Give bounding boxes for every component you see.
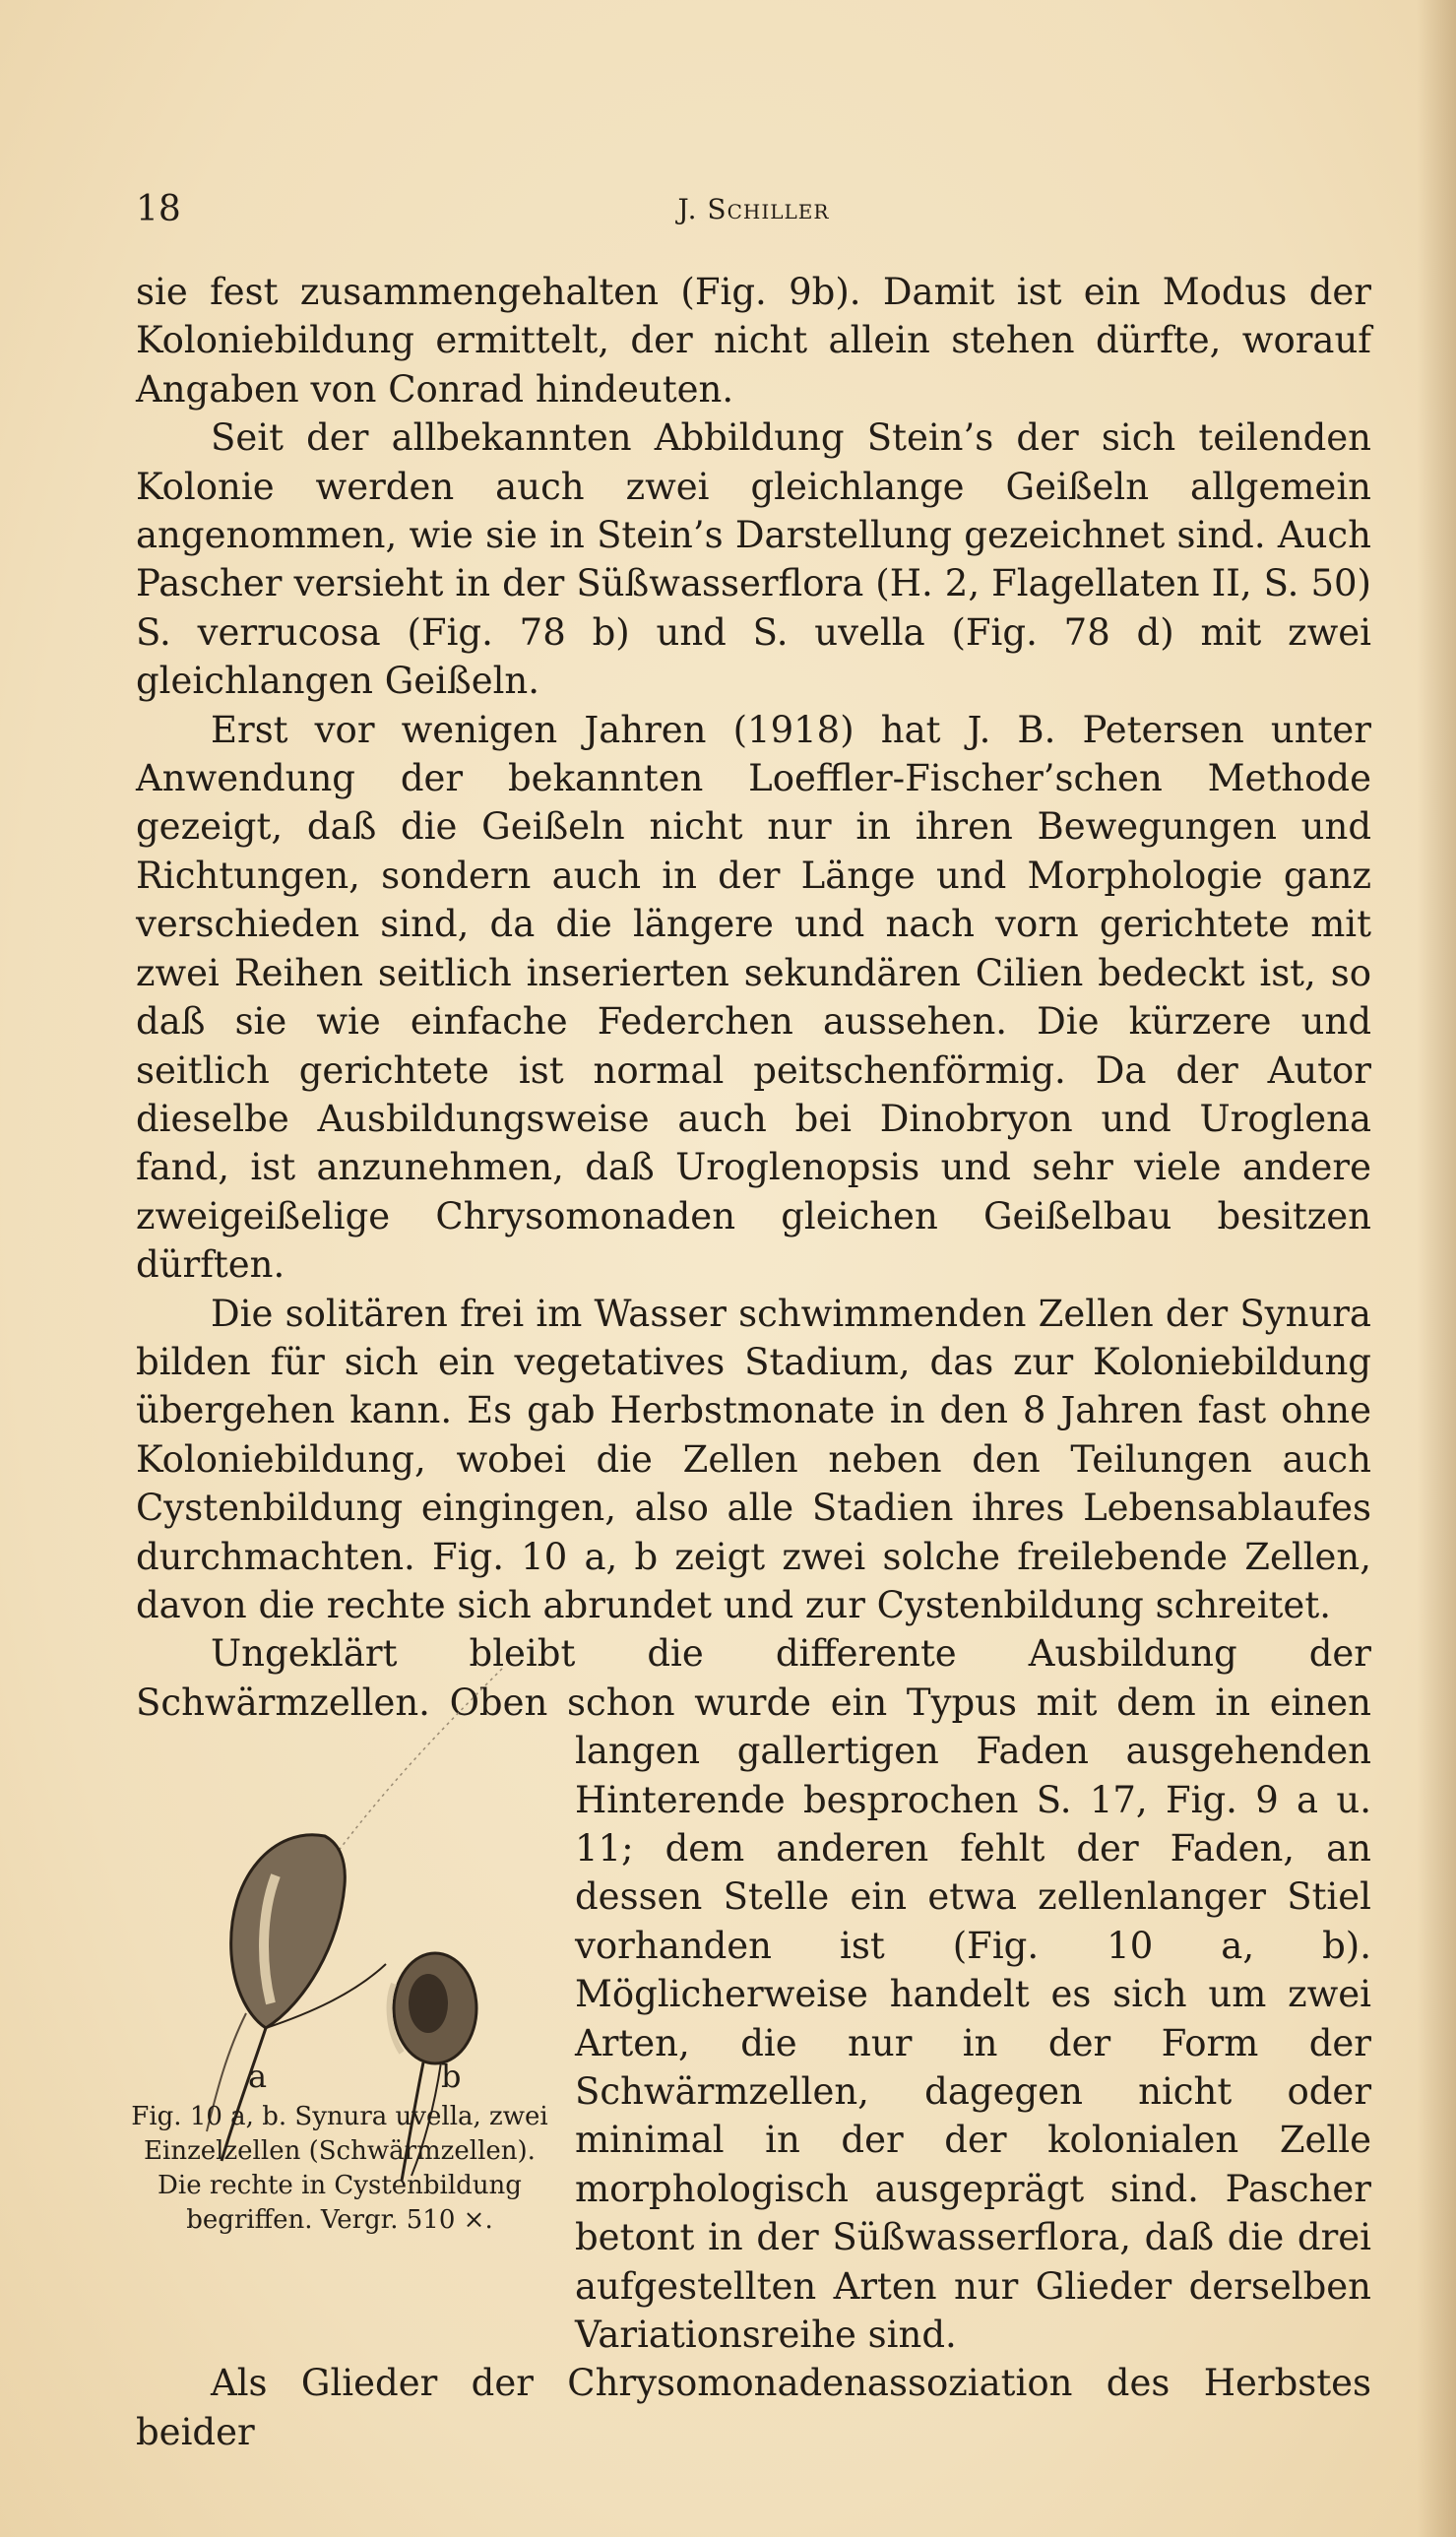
body-text — [131, 268, 1371, 2456]
paragraph-3: Erst vor wenigen Jahren (1918) hat J. B. Petersen unter Anwendung der bekannten Loeffler-Fischer’schen Methode gezeigt, daß die Geißeln nicht nur in ihren Bewegungen und Richtungen, sondern auch in der Länge und Morphologie ganz verschieden sind, da die längere und nach vorn gerichtete mit zwei Reihen seitlich inserierten sekundären Cilien bedeckt ist, so daß sie wie einfache Federchen aussehen. Die kürzere und seitlich gerichtete ist normal peitschenförmig. Da der Autor dieselbe Ausbildungsweise auch bei Dinobryon und Uroglena fand, ist anzunehmen, daß Uroglenopsis und sehr viele andere zweigeißelige Chrysomonaden gleichen Geißelbau besitzen dürften. — [136, 708, 1371, 1287]
figure-10 — [128, 1629, 551, 2358]
page-header — [136, 189, 1371, 232]
paragraph-5: Ungeklärt bleibt die differente Ausbildung der Schwärmzellen. Oben schon wurde ein Typus mit dem in einen langen gallertigen Faden ausgehenden Hinterende besprochen S. 17, Fig. 9 a u. 11; dem anderen fehlt der Faden, an dessen Stelle ein etwa zellenlanger Stiel vorhanden ist (Fig. 10 a, b). Möglicherweise handelt es sich um zwei Arten, die nur in der Form der Schwärmzellen, dagegen nicht oder minimal in der der kolonialen Zelle morphologisch ausgeprägt sind. Pascher betont in der Süßwasserflora, daß die drei aufgestellten Arten nur Glieder derselben Variationsreihe sind. — [136, 1632, 1371, 2357]
page-edge-shadow — [1417, 0, 1456, 2537]
running-head: J. Schiller — [677, 193, 830, 225]
paragraph-1: sie fest zusammengehalten (Fig. 9b). Damit ist ein Modus der Koloniebildung ermittelt, der nicht allein stehen dürfte, worauf Angaben von Conrad hindeuten. — [136, 271, 1371, 411]
figure-label-a: a — [248, 2058, 268, 2096]
figure-label-b: b — [441, 2058, 462, 2096]
paragraph-6: Als Glieder der Chrysomonadenassoziation des Herbstes beider — [136, 2362, 1371, 2453]
paragraph-2: Seit der allbekannten Abbildung Stein’s der sich teilenden Kolonie werden auch zwei gleichlange Geißeln allgemein angenommen, wie sie in Stein’s Darstellung gezeichnet sind. Auch Pascher versieht in der Süßwasserflora (H. 2, Flagellaten II, S. 50) S. verrucosa (Fig. 78 b) und S. uvella (Fig. 78 d) mit zwei gleichlangen Geißeln. — [136, 416, 1371, 703]
page-number: 18 — [136, 189, 181, 229]
paragraph-4: Die solitären frei im Wasser schwimmenden Zellen der Synura bilden für sich ein vegetatives Stadium, das zur Koloniebildung übergehen kann. Es gab Herbstmonate in den 8 Jahren fast ohne Koloniebildung, wobei die Zellen neben den Teilungen auch Cystenbildung eingingen, also alle Stadien ihres Lebensablaufes durchmachten. Fig. 10 a, b zeigt zwei solche freilebende Zellen, davon die rechte sich abrundet und zur Cystenbildung schreitet. — [136, 1292, 1371, 1626]
figure-caption: Fig. 10 a, b. Synura uvella, zwei Einzelzellen (Schwärmzellen). Die rechte in Cystenbildung begriffen. Vergr. 510 ×. — [131, 2102, 548, 2236]
